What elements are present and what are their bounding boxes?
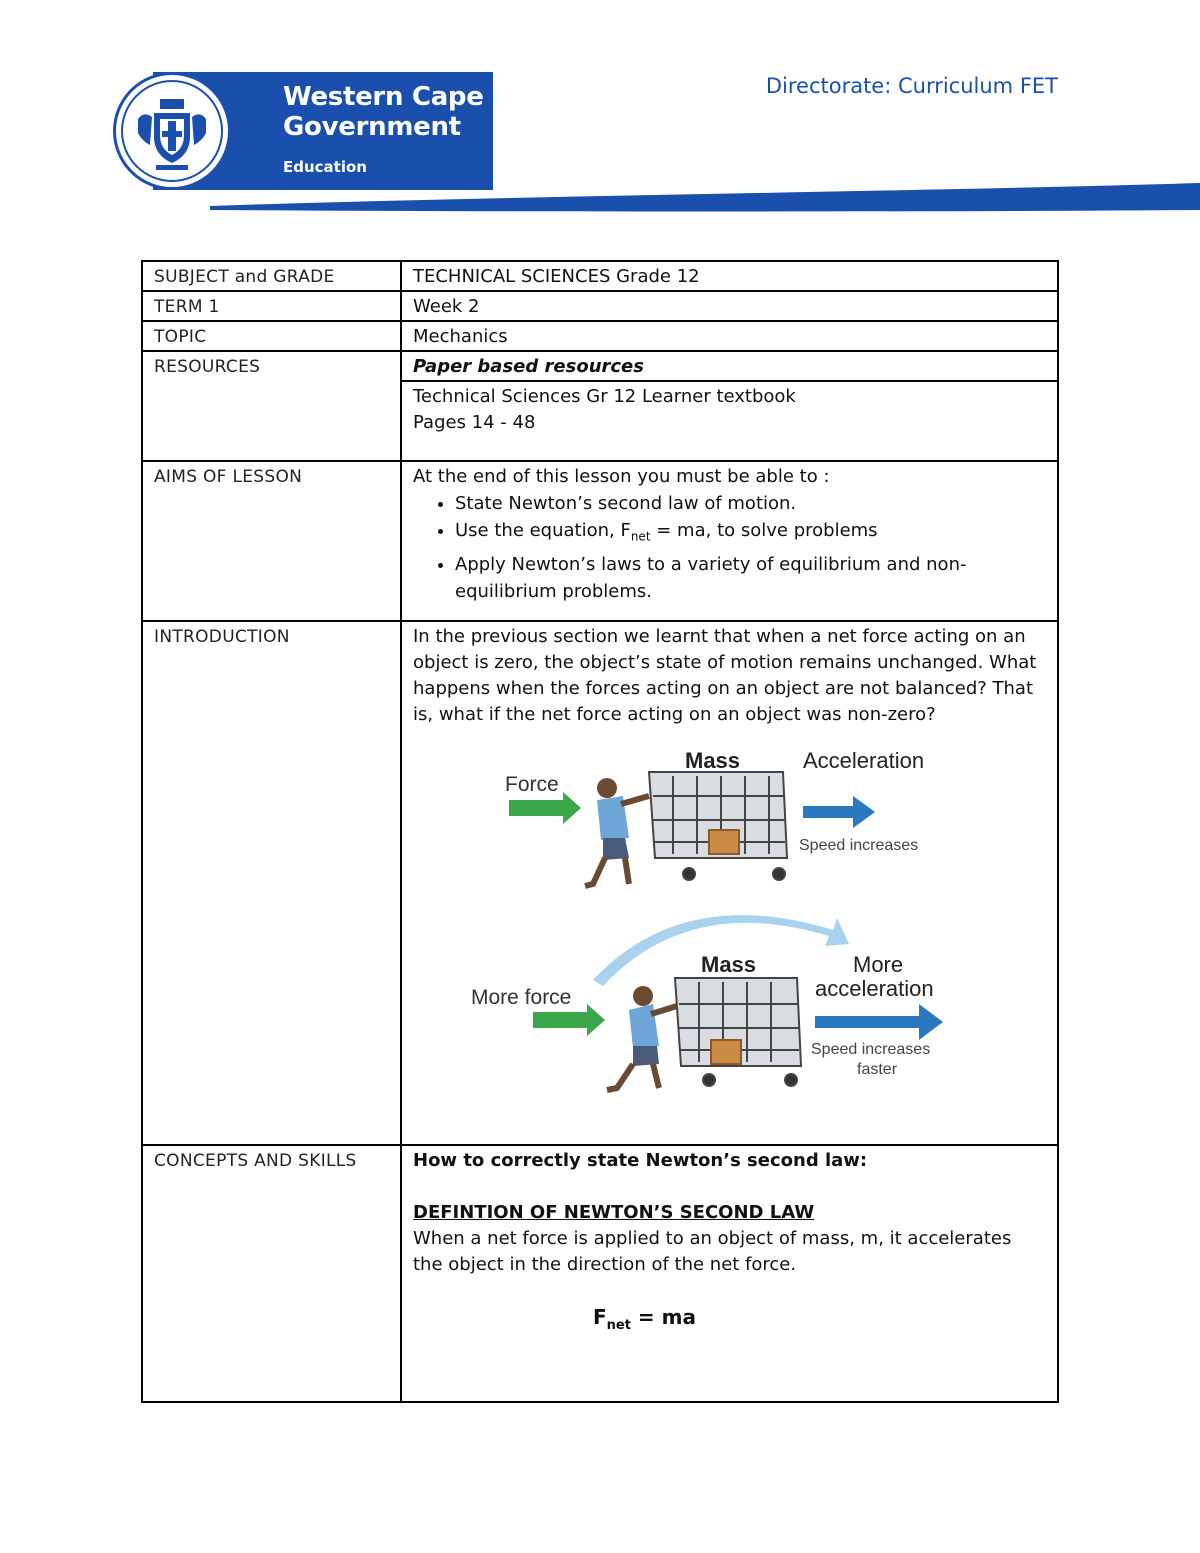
lesson-plan-table [141,260,1059,1403]
coat-of-arms-icon [113,72,231,190]
intro-text: In the previous section we learnt that when a net force acting on an object is zero, the object’s state of motion remains unchanged. What happens when the forces acting on an object are not balanced? That is, what if the net force acting on an object was non-zero? [413,626,1037,725]
row-concepts [142,1145,1058,1402]
subject-value: TECHNICAL SCIENCES Grade 12 [401,261,1058,291]
row-aims [142,461,1058,621]
intro-label: INTRODUCTION [142,621,401,1145]
aims-item2-sub: net [630,529,651,544]
fig-bottom-mass-label: Mass [701,952,757,977]
row-resources-heading [142,351,1058,381]
formula [413,1304,1046,1339]
fig-bottom-cart-icon [675,978,801,1086]
term-value: Week 2 [401,291,1058,321]
fig-top-speed-label: Speed increases [799,837,919,854]
concepts-body [401,1145,1058,1402]
formula-rest: = ma [630,1305,696,1329]
row-term [142,291,1058,321]
fig-bottom-speed-line1: Speed increases [811,1041,931,1058]
resources-line1: Technical Sciences Gr 12 Learner textbook [413,386,796,407]
resources-body [401,381,1058,461]
fig-bottom-force-label: More force [471,986,572,1009]
intro-body [401,621,1058,1145]
aims-item2-pre: Use the equation, F [455,520,631,541]
row-topic [142,321,1058,351]
aims-item: • Apply Newton’s laws to a variety of equilibrium and non-equilibrium problems. [455,551,1046,605]
definition-text: When a net force is applied to an object of mass, m, it accelerates the object in the direction of the net force. [413,1228,1012,1275]
aims-list [413,490,1046,605]
definition-heading: DEFINTION OF NEWTON’S SECOND LAW [413,1202,815,1223]
subject-label: SUBJECT and GRADE [142,261,401,291]
topic-value: Mechanics [401,321,1058,351]
fig-top-mass-label: Mass [685,748,741,773]
spacer [413,1278,1046,1304]
aims-item: • State Newton’s second law of motion. [455,490,1046,517]
fig-top-acceleration-label: Acceleration [803,748,925,773]
resources-line2: Pages 14 - 48 [413,412,536,433]
fig-bottom-accel-line2: acceleration [815,976,934,1001]
logo-title-line1: Western Cape [283,82,484,112]
concepts-label: CONCEPTS AND SKILLS [142,1145,401,1402]
fig-bottom-speed-line2: faster [857,1061,898,1078]
aims-label: AIMS OF LESSON [142,461,401,621]
newtons-second-law-figure [453,734,983,1094]
fig-bottom-accel-arrow [815,1004,943,1040]
logo-subtitle: Education [283,158,367,176]
formula-sub: net [606,1318,631,1333]
resources-heading: Paper based resources [401,351,1058,381]
concepts-heading: How to correctly state Newton’s second law: [413,1150,868,1171]
aims-intro: At the end of this lesson you must be able to : [413,466,830,487]
aims-item [455,517,1046,551]
aims-body [401,461,1058,621]
spacer [413,1174,1046,1200]
resources-label: RESOURCES [142,351,401,461]
row-subject [142,261,1058,291]
fig-top-force-label: Force [505,773,559,796]
term-label: TERM 1 [142,291,401,321]
aims-item2-post: = ma, to solve problems [650,520,878,541]
fig-bottom-person-icon [607,986,677,1090]
row-introduction [142,621,1058,1145]
logo-title-line2: Government [283,112,461,142]
formula-f: F [593,1305,607,1329]
directorate-label: Directorate: Curriculum FET [765,74,1058,98]
wcg-logo [113,72,493,190]
fig-bottom-accel-line1: More [853,952,904,977]
logo-title [283,82,484,142]
topic-label: TOPIC [142,321,401,351]
